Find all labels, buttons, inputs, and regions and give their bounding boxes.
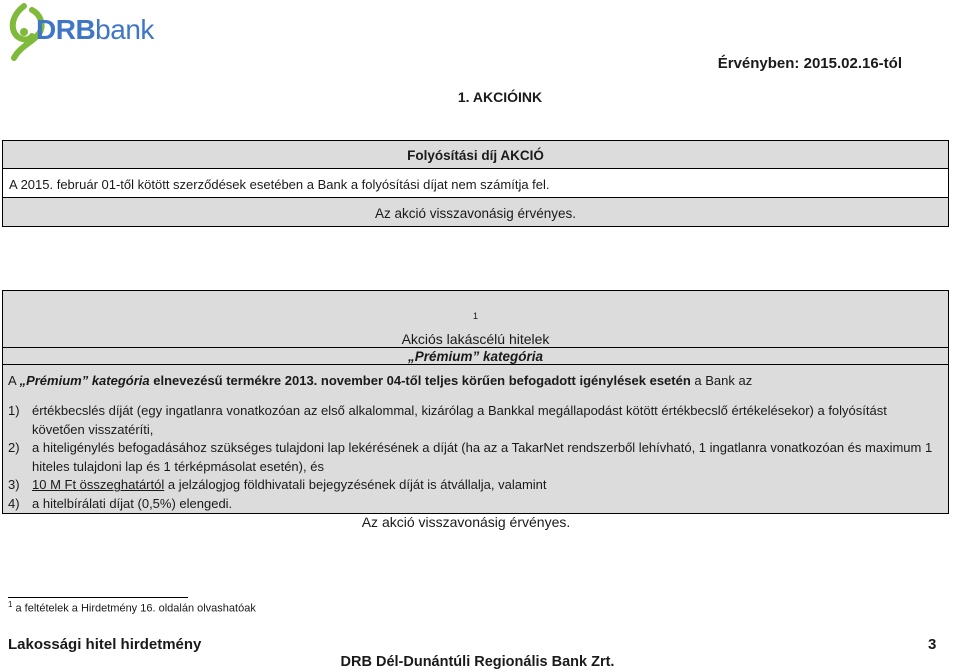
fee-promo-validity-box	[2, 197, 949, 227]
fee-promo-validity: Az akció visszavonásig érvényes.	[374, 206, 577, 221]
fee-promo-title-box	[2, 140, 949, 169]
list-item	[8, 402, 938, 439]
housing-promo-title-box	[2, 290, 949, 348]
list-item-text: a hiteligénylés befogadásához szükséges tulajdoni lap lekérésének a díját (ha az a TakarNet rendszerből lehívható, 1 ingatlanra vonatkozóan és maximum 1 hiteles tulajdoni lap és 1 térképmásolat esetén), és	[32, 440, 933, 474]
footnote	[8, 600, 256, 615]
list-item	[8, 476, 938, 495]
validity-date: Érvényben: 2015.02.16-tól	[717, 55, 902, 72]
logo-wordmark-bank: bank	[95, 14, 154, 45]
housing-promo-list	[8, 402, 938, 514]
intro-part1: A	[8, 373, 20, 388]
intro-part3: a Bank az	[690, 373, 753, 388]
fee-promo-description-box	[2, 168, 949, 198]
premium-category-label: „Prémium” kategória	[407, 349, 544, 364]
list-item-underlined: 10 M Ft összeghatártól	[32, 477, 165, 493]
list-item-number: 3)	[8, 477, 20, 493]
list-item-number: 2)	[8, 440, 20, 456]
list-item-text	[32, 476, 938, 495]
footnote-marker: 1	[472, 311, 478, 321]
housing-promo-closing: Az akció visszavonásig érvényes.	[361, 514, 571, 530]
footer-page-number: 3	[928, 636, 937, 653]
logo-wordmark-drb: DRB	[36, 14, 96, 45]
footer-bank-name: DRB Dél-Dunántúli Regionális Bank Zrt.	[340, 654, 615, 670]
housing-promo-intro	[8, 372, 938, 390]
list-item-number: 1)	[8, 403, 20, 418]
section-title: 1. AKCIÓINK	[457, 89, 543, 105]
logo-wordmark	[36, 14, 154, 46]
footnote-divider	[8, 597, 188, 598]
premium-category-box	[2, 347, 949, 365]
footer-document-title: Lakossági hitel hirdetmény	[8, 636, 202, 653]
list-item	[8, 439, 938, 476]
footnote-number: 1	[8, 600, 13, 609]
intro-part2: elnevezésű termékre 2013. november 04-től teljes körűen befogadott igénylések esetén	[149, 373, 691, 388]
list-item-text: a hitelbírálati díjat (0,5%) elengedi.	[32, 495, 233, 511]
footnote-text: a feltételek a Hirdetmény 16. oldalán olvashatóak	[12, 602, 256, 615]
housing-promo-title: Akciós lakáscélú hitelek	[401, 331, 550, 347]
list-item-number: 4)	[8, 495, 20, 511]
list-item-rest: a jelzálogjog földhivatali bejegyzésének díját is átvállalja, valamint	[164, 477, 547, 493]
list-item	[8, 495, 938, 514]
intro-premium: „Prémium” kategória	[19, 373, 150, 388]
fee-promo-description: A 2015. február 01-től kötött szerződések esetében a Bank a folyósítási díjat nem számítja fel.	[9, 177, 550, 192]
list-item-text: értékbecslés díját (egy ingatlanra vonatkozóan az első alkalommal, kizárólag a Bankkal megállapodást kötött értékbecslő értékelésekor) a folyósítást követően visszatéríti,	[32, 403, 887, 437]
fee-promo-title: Folyósítási díj AKCIÓ	[407, 148, 544, 163]
